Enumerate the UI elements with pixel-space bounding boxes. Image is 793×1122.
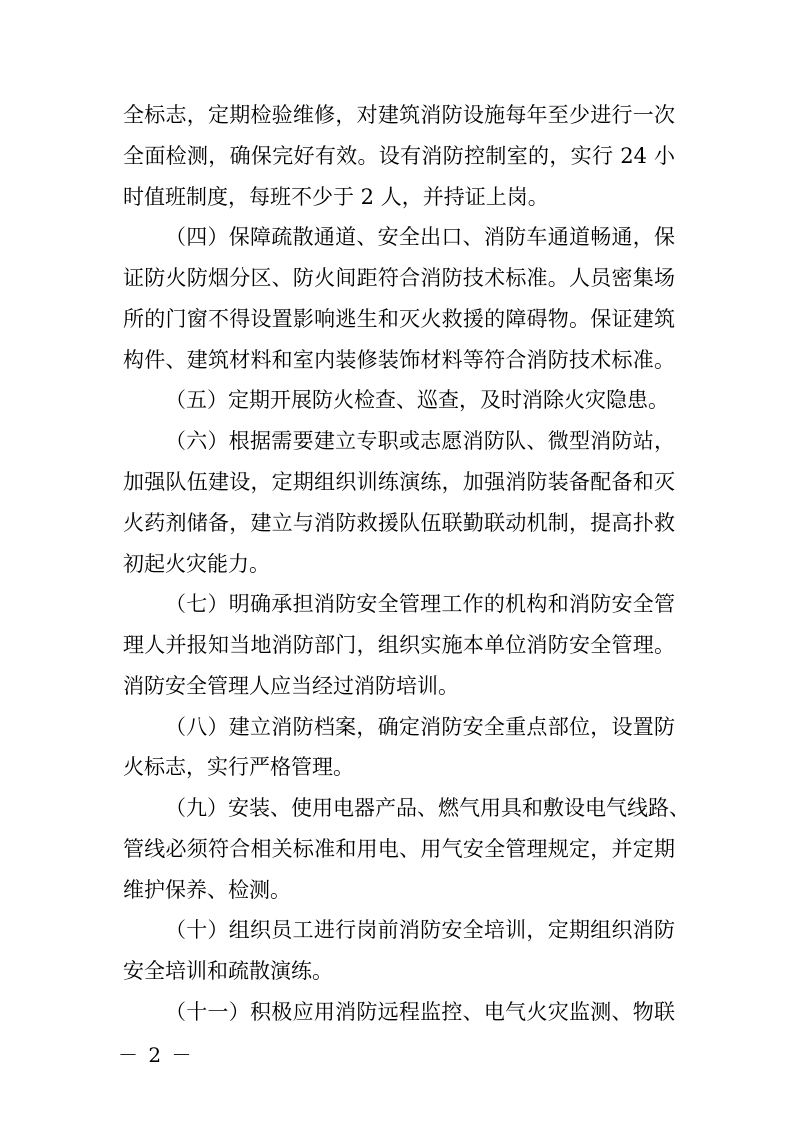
body-text-line: 安全培训和疏散演练。 xyxy=(123,959,333,983)
body-text-line: 全标志，定期检验维修，对建筑消防设施每年至少进行一次 xyxy=(123,103,675,127)
page-number: － 2 － xyxy=(118,1043,194,1067)
paragraph-first-line: （六）根据需要建立专职或志愿消防队、微型消防站， xyxy=(165,429,675,453)
body-text-line: 构件、建筑材料和室内装修装饰材料等符合消防技术标准。 xyxy=(123,348,675,372)
body-text-line: 火药剂储备，建立与消防救援队伍联勤联动机制，提高扑救 xyxy=(123,511,675,535)
paragraph-first-line: （五）定期开展防火检查、巡查，及时消除火灾隐患。 xyxy=(165,388,669,412)
paragraph-first-line: （十）组织员工进行岗前消防安全培训，定期组织消防 xyxy=(165,918,675,942)
body-text-line: 维护保养、检测。 xyxy=(123,878,291,902)
body-text-line: 证防火防烟分区、防火间距符合消防技术标准。人员密集场 xyxy=(123,266,675,290)
body-text-line: 理人并报知当地消防部门，组织实施本单位消防安全管理。 xyxy=(123,633,675,657)
paragraph-first-line: （七）明确承担消防安全管理工作的机构和消防安全管 xyxy=(165,592,675,616)
body-text-line: 全面检测，确保完好有效。设有消防控制室的，实行 24 小 xyxy=(123,144,675,168)
paragraph-first-line: （九）安装、使用电器产品、燃气用具和敷设电气线路、 xyxy=(165,796,690,820)
body-text-line: 初起火灾能力。 xyxy=(123,552,270,576)
body-text-line: 加强队伍建设，定期组织训练演练，加强消防装备配备和灭 xyxy=(123,470,675,494)
body-text-line: 消防安全管理人应当经过消防培训。 xyxy=(123,674,459,698)
body-text-line: 时值班制度，每班不少于 2 人，并持证上岗。 xyxy=(123,185,549,209)
paragraph-first-line: （八）建立消防档案，确定消防安全重点部位，设置防 xyxy=(165,715,675,739)
body-text-line: 火标志，实行严格管理。 xyxy=(123,755,354,779)
paragraph-first-line: （十一）积极应用消防远程监控、电气火灾监测、物联 xyxy=(165,1000,675,1024)
body-text-line: 管线必须符合相关标准和用电、用气安全管理规定，并定期 xyxy=(123,837,675,861)
paragraph-first-line: （四）保障疏散通道、安全出口、消防车通道畅通，保 xyxy=(165,225,675,249)
body-text-line: 所的门窗不得设置影响逃生和灭火救援的障碍物。保证建筑 xyxy=(123,307,675,331)
